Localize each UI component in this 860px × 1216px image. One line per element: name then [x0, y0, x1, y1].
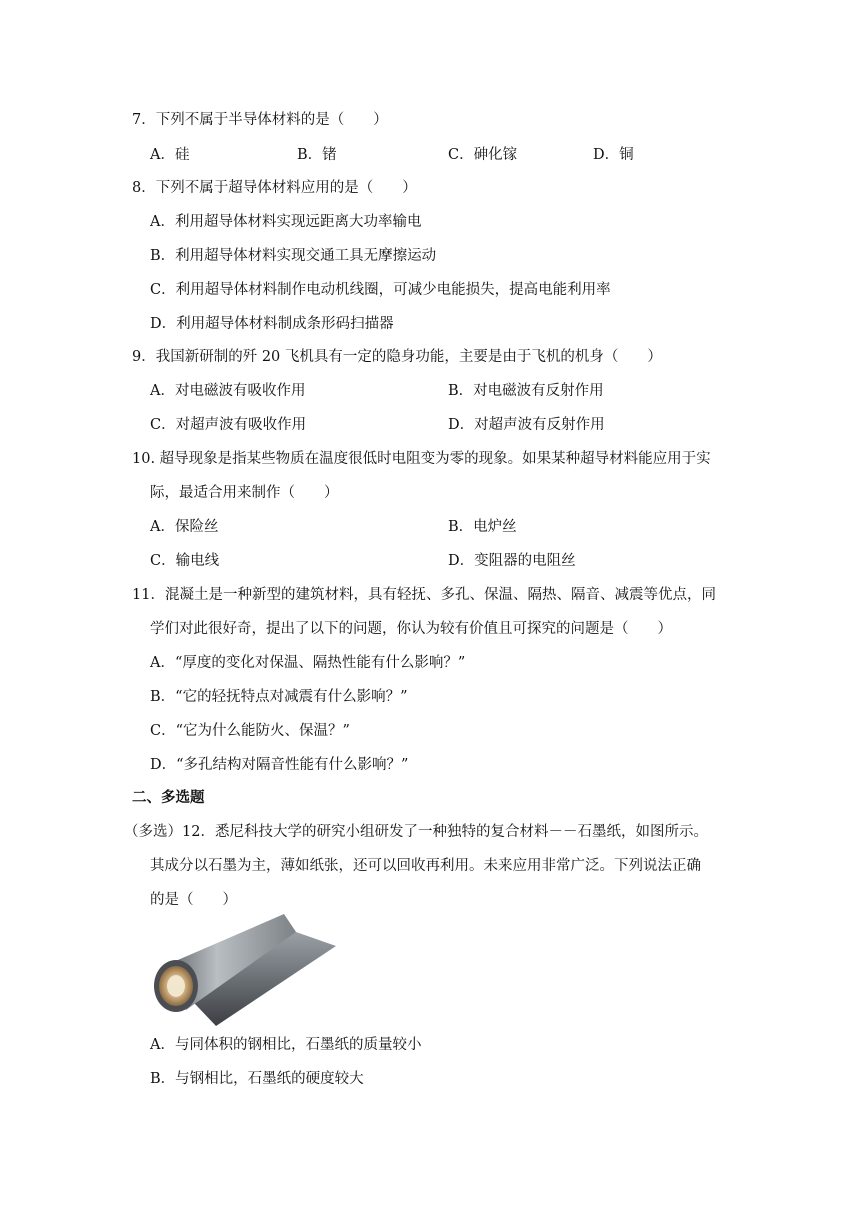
q8-stem: 8．下列不属于超导体材料应用的是（ ） — [132, 180, 417, 196]
q12-stem-line2: 其成分以石墨为主，薄如纸张，还可以回收再利用。未来应用非常广泛。下列说法正确 — [150, 858, 701, 874]
q8-option-a: A．利用超导体材料实现远距离大功率输电 — [150, 214, 422, 230]
graphite-paper-roll-image — [146, 914, 336, 1028]
q8-option-c: C．利用超导体材料制作电动机线圈，可减少电能损失，提高电能利用率 — [150, 282, 611, 298]
q10-stem-line1: 10. 超导现象是指某些物质在温度很低时电阻变为零的现象。如果某种超导材料能应用于实 — [132, 451, 711, 467]
q11-stem-line2: 学们对此很好奇，提出了以下的问题，你认为较有价值且可探究的问题是（ ） — [150, 621, 672, 637]
q9-option-c: C．对超声波有吸收作用 — [150, 417, 307, 433]
q10-option-c: C．输电线 — [150, 553, 220, 569]
q11-option-d: D．“多孔结构对隔音性能有什么影响？” — [150, 757, 409, 773]
q12-stem-line3: 的是（ ） — [150, 892, 237, 908]
q11-stem-line1: 11．混凝土是一种新型的建筑材料，具有轻抚、多孔、保温、隔热、隔音、减震等优点，同 — [132, 587, 716, 603]
q7-option-b: B．锗 — [297, 147, 337, 163]
q9-option-d: D．对超声波有反射作用 — [448, 417, 605, 433]
q10-option-a: A．保险丝 — [150, 519, 219, 535]
q11-option-c: C．“它为什么能防火、保温？” — [150, 723, 350, 739]
q10-stem-line2: 际，最适合用来制作（ ） — [150, 485, 339, 501]
q11-option-b: B．“它的轻抚特点对减震有什么影响？” — [150, 689, 408, 705]
q10-option-b: B．电炉丝 — [448, 519, 517, 535]
q11-option-a: A．“厚度的变化对保温、隔热性能有什么影响？” — [150, 655, 466, 671]
q12-option-b: B．与钢相比，石墨纸的硬度较大 — [150, 1071, 364, 1087]
q12-stem-line1: （多选）12．悉尼科技大学的研究小组研发了一种独特的复合材料－－石墨纸，如图所示。 — [124, 824, 708, 840]
q7-option-a: A．硅 — [150, 147, 190, 163]
q9-option-b: B．对电磁波有反射作用 — [448, 383, 604, 399]
q12-option-a: A．与同体积的钢相比，石墨纸的质量较小 — [150, 1037, 422, 1053]
q7-option-d: D．铜 — [593, 147, 634, 163]
q10-option-d: D．变阻器的电阻丝 — [448, 553, 576, 569]
q8-option-b: B．利用超导体材料实现交通工具无摩擦运动 — [150, 248, 437, 264]
q8-option-d: D．利用超导体材料制成条形码扫描器 — [150, 316, 394, 332]
q9-stem: 9．我国新研制的歼 20 飞机具有一定的隐身功能，主要是由于飞机的机身（ ） — [132, 349, 662, 365]
q7-stem: 7．下列不属于半导体材料的是（ ） — [132, 112, 388, 128]
q9-option-a: A．对电磁波有吸收作用 — [150, 383, 306, 399]
q7-option-c: C．砷化镓 — [448, 147, 518, 163]
section-title: 二、多选题 — [132, 789, 205, 806]
